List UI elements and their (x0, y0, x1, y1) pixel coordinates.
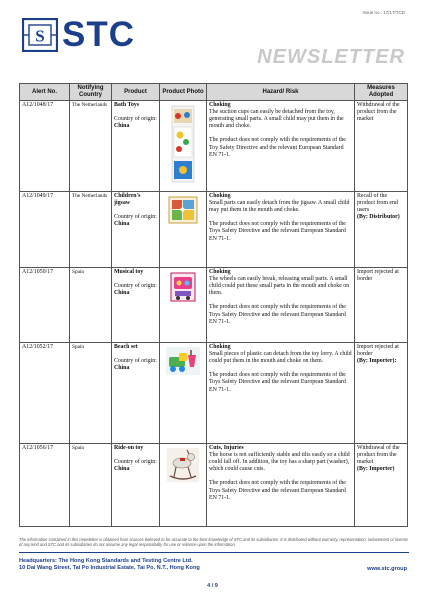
header-country: Notifying Country (70, 84, 112, 101)
product-cell (112, 101, 160, 192)
hazard-title: Cuts, Injuries (209, 445, 244, 451)
hazard-description: Small pieces of plastic can detach from the toy lorry. A child could put them in the mouth and choke on them. (209, 351, 352, 365)
photo-cell (160, 268, 207, 343)
footer-divider (19, 552, 409, 553)
issue-number: Issue no.: 17/17/TCD (362, 10, 405, 15)
origin-label: Country of origin: (114, 459, 157, 466)
origin-label: Country of origin: (114, 214, 157, 221)
logo-wordmark: STC (62, 15, 135, 54)
page-number: 4 / 9 (207, 583, 218, 589)
measures-by: (By: Importer) (357, 466, 395, 473)
product-name: Ride-on toy (114, 445, 144, 451)
hq-line-1: Headquarters: The Hong Kong Standards and Testing Centre Ltd. (19, 558, 193, 564)
website-link[interactable]: www.stc.group (367, 566, 407, 572)
origin-value: China (114, 290, 130, 297)
table-row (20, 343, 408, 444)
notifying-country: Spain (70, 343, 112, 444)
compliance-note: The product does not comply with the requirements of the Toys Safety Directive and the relevant European Standard EN 71-1. (209, 221, 346, 242)
measures-by: (By: Importer): (357, 358, 397, 365)
origin-label: Country of origin: (114, 283, 157, 290)
photo-cell (160, 101, 207, 192)
origin-label: Country of origin: (114, 116, 157, 123)
hazard-description: Small parts can easily detach from the jigsaw. A small child may put them in the mouth and choke. (209, 200, 350, 214)
header-photo: Product Photo (160, 84, 207, 101)
hazard-cell (207, 444, 355, 527)
stc-logo (22, 15, 135, 54)
origin-value: China (114, 123, 130, 130)
photo-cell (160, 192, 207, 268)
hazard-cell (207, 343, 355, 444)
measures-cell (355, 101, 408, 192)
stc-emblem-icon (22, 18, 58, 52)
notifying-country: The Netherlands (70, 101, 112, 192)
newsletter-title: NEWSLETTER (257, 46, 405, 68)
measures-text: Import rejected at border (357, 344, 399, 358)
table-row (20, 192, 408, 268)
product-cell (112, 444, 160, 527)
header-alert-no: Alert No. (20, 84, 70, 101)
product-name: Children's jigsaw (114, 193, 141, 207)
origin-value: China (114, 221, 130, 228)
measures-text: Import rejected at border (357, 269, 399, 283)
product-name: Beach set (114, 344, 138, 350)
compliance-note: The product does not comply with the requirements of the Toys Safety Directive and the relevant European Standard EN 71-1. (209, 304, 346, 325)
alert-number: A12/1048/17 (20, 101, 70, 192)
header-product: Product (112, 84, 160, 101)
origin-value: China (114, 365, 130, 372)
notifying-country: Spain (70, 444, 112, 527)
compliance-note: The product does not comply with the requirements of the Toys Safety Directive and the relevant European Standard EN 71-1. (209, 372, 346, 393)
table-header-row (20, 84, 408, 101)
product-cell (112, 192, 160, 268)
alerts-table (19, 83, 408, 527)
notifying-country: Spain (70, 268, 112, 343)
table-row (20, 268, 408, 343)
notifying-country: The Netherlands (70, 192, 112, 268)
measures-by: (By: Distributor) (357, 214, 400, 221)
alert-number: A12/1052/17 (20, 343, 70, 444)
photo-cell (160, 343, 207, 444)
hazard-title: Choking (209, 102, 231, 108)
hazard-title: Choking (209, 193, 231, 199)
alert-number: A12/1049/17 (20, 192, 70, 268)
table-row (20, 444, 408, 527)
hazard-description: The horse is not sufficiently stable and tilts easily so a child could fall off. In addition, the toy has a sharp part (washer), which could cause cuts. (209, 452, 350, 473)
hazard-title: Choking (209, 269, 231, 275)
bath-toy-photo-icon (163, 105, 203, 186)
compliance-note: The product does not comply with the requirements of the Toys Safety Directive and the relevant European Standard EN 71-1. (209, 480, 346, 501)
measures-text: Recall of the product from end users (357, 193, 398, 214)
beach-set-photo-icon (163, 347, 203, 378)
measures-cell (355, 192, 408, 268)
measures-cell (355, 444, 408, 527)
measures-text: Withdrawal of the product from the market (357, 445, 400, 466)
product-cell (112, 268, 160, 343)
jigsaw-photo-icon (163, 196, 203, 227)
product-name: Bath Toys (114, 102, 140, 108)
measures-cell (355, 343, 408, 444)
svg-text:S: S (35, 26, 45, 46)
musical-toy-photo-icon (163, 272, 203, 305)
hazard-title: Choking (209, 344, 231, 350)
hazard-cell (207, 192, 355, 268)
header-hazard: Hazard/ Risk (207, 84, 355, 101)
hq-line-2: 10 Dai Wang Street, Tai Po Industrial Estate, Tai Po, N.T., Hong Kong (19, 565, 200, 571)
alert-number: A12/1050/17 (20, 268, 70, 343)
product-cell (112, 343, 160, 444)
hazard-cell (207, 101, 355, 192)
disclaimer-text: The information contained in this newsletter is obtained from sources believed to be accurate to the best knowledge of STC and its subsidiaries. It is distributed without warranty, representation, inducement or license of any kind and STC and its subsidiaries do not assume any legal responsibility for use or reliance upon the information. (19, 537, 408, 548)
origin-value: China (114, 466, 130, 473)
measures-text: Withdrawal of the product from the market (357, 102, 400, 123)
origin-label: Country of origin: (114, 358, 157, 365)
photo-cell (160, 444, 207, 527)
ride-on-horse-photo-icon (163, 448, 203, 485)
product-name: Musical toy (114, 269, 144, 275)
measures-cell (355, 268, 408, 343)
hazard-description: The wheels can easily break, releasing small parts. A small child could put these small parts in the mouth and choke on them. (209, 276, 350, 297)
hazard-cell (207, 268, 355, 343)
headquarters-address (19, 558, 200, 572)
alert-number: A12/1056/17 (20, 444, 70, 527)
hazard-description: The suction cups can easily be detached from the toy, generating small parts. A small child may put them in the mouth and choke. (209, 109, 344, 130)
header-measures: Measures Adopted (355, 84, 408, 101)
compliance-note: The product does not comply with the requirements of the Toy Safety Directive and the relevant European Standard EN 71-1. (209, 137, 346, 158)
table-row (20, 101, 408, 192)
